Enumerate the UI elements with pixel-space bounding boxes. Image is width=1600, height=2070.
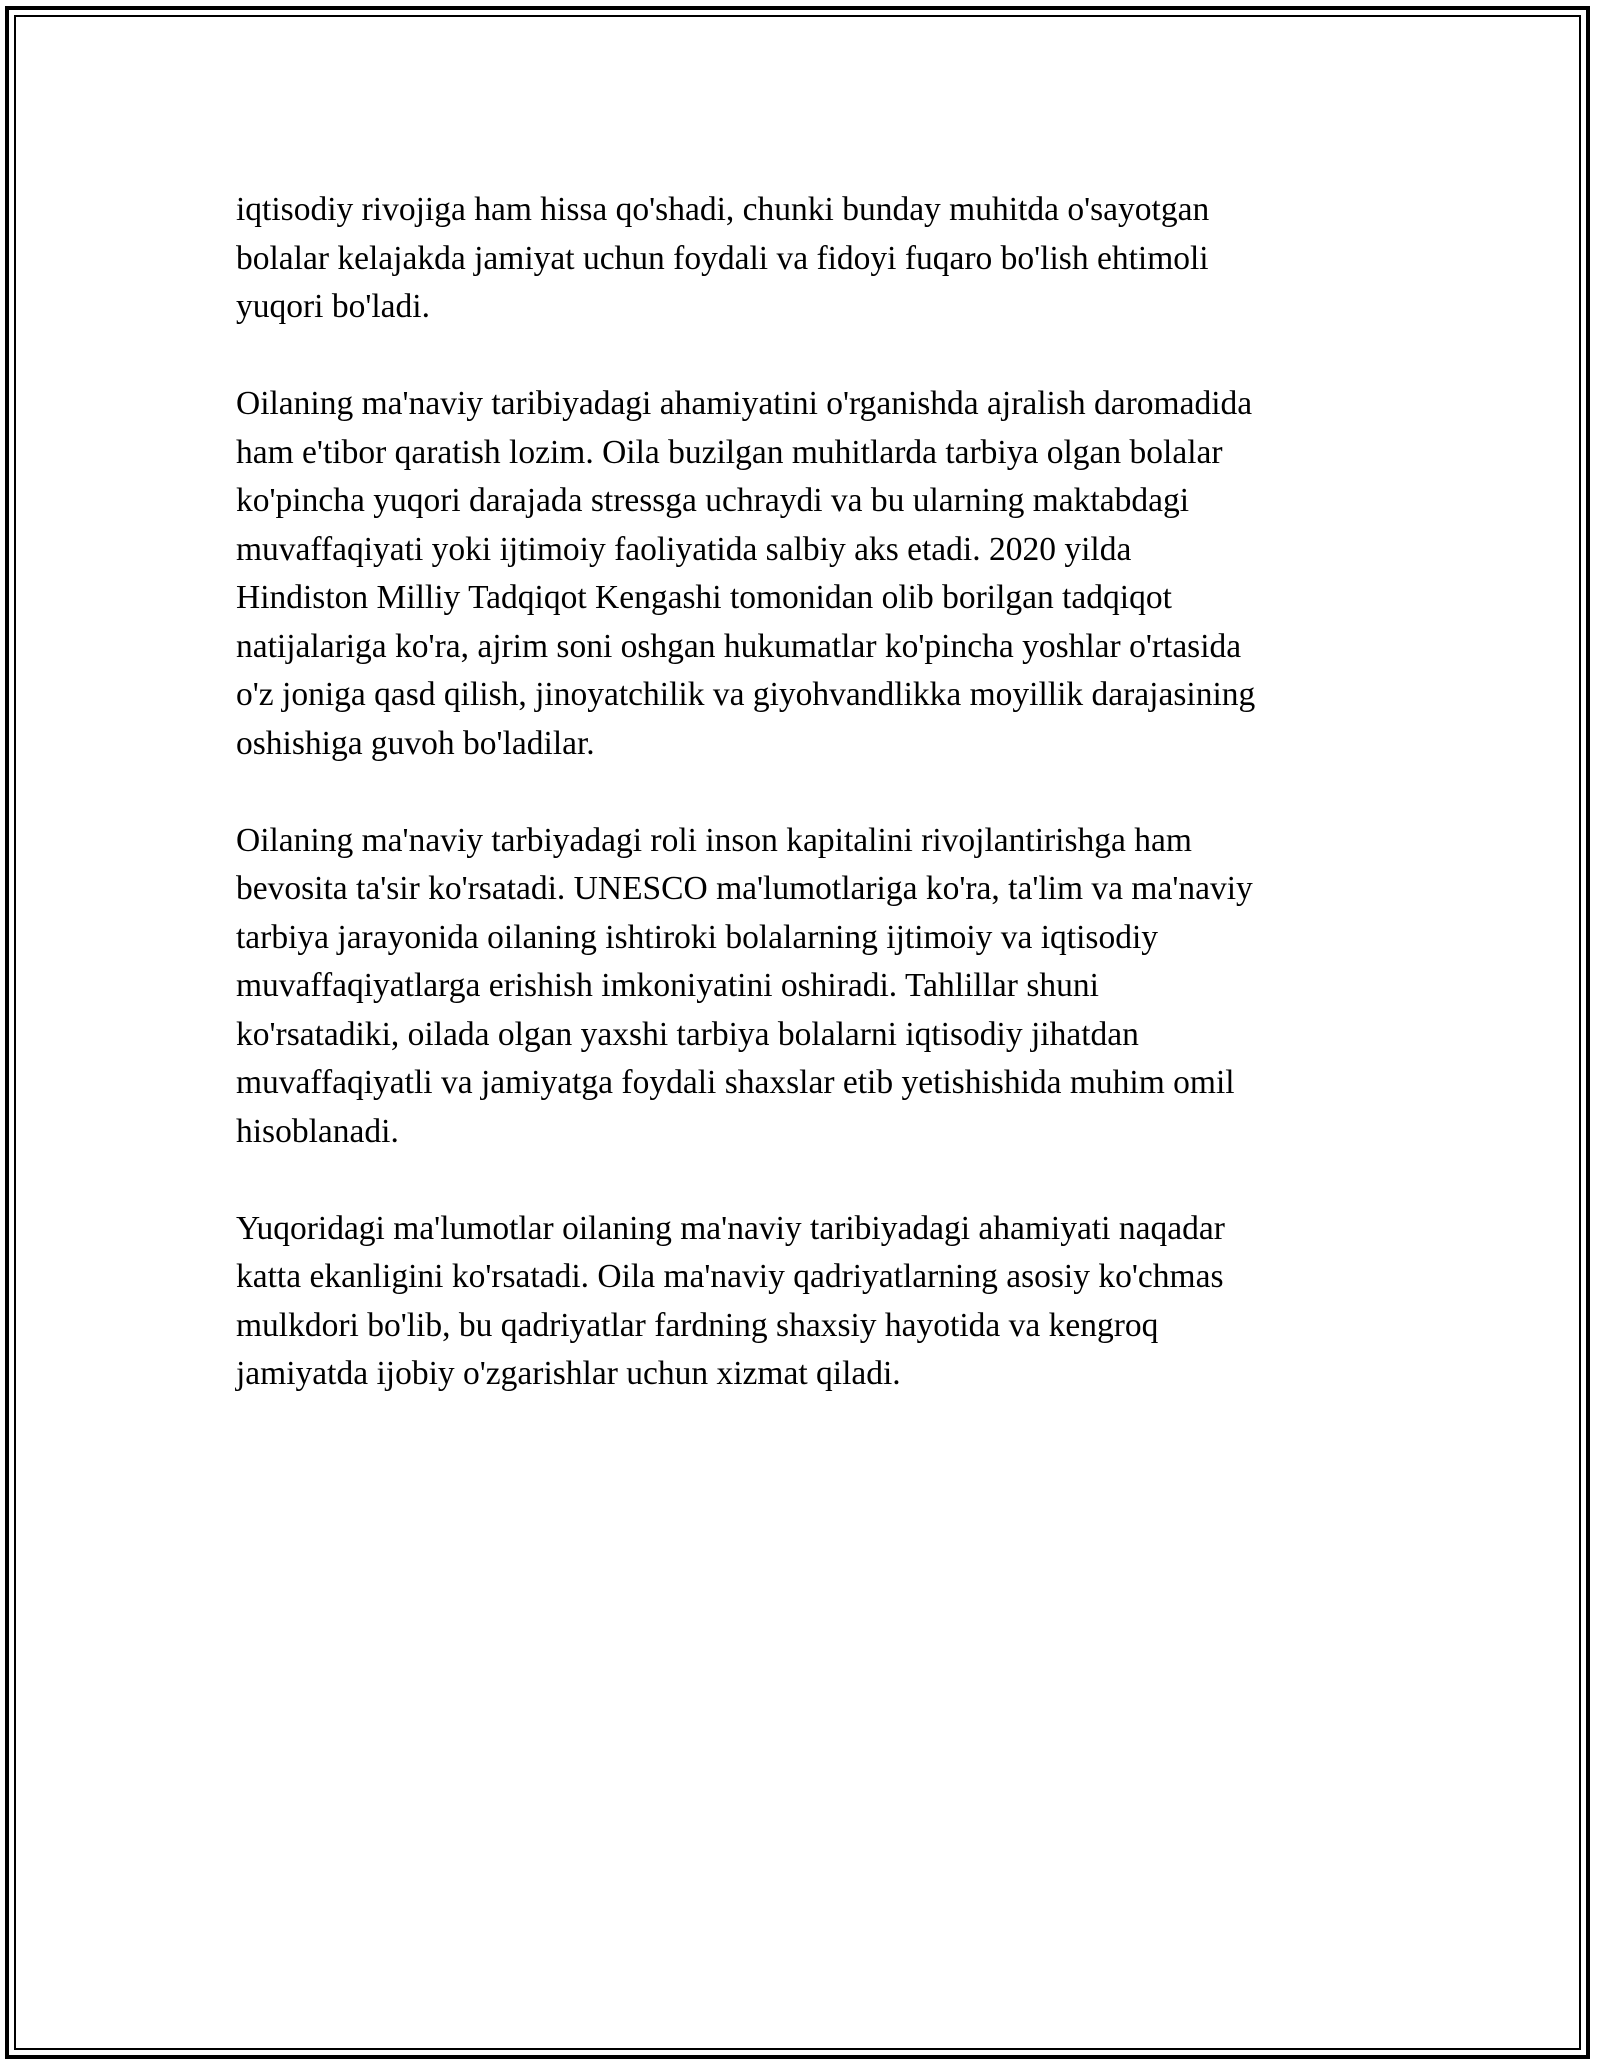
text-line: muvaffaqiyati yoki ijtimoiy faoliyatida salbiy aks etadi. 2020 yilda bbox=[236, 530, 1132, 568]
text-line: yuqori bo'ladi. bbox=[236, 288, 430, 325]
text-line: Hindiston Milliy Tadqiqot Kengashi tomonidan olib borilgan tadqiqot bbox=[236, 579, 1172, 616]
text-line: oshishiga guvoh bo'ladilar. bbox=[236, 724, 595, 762]
text-line: jamiyatda ijobiy o'zgarishlar uchun xizmat qiladi. bbox=[236, 1355, 901, 1392]
text-line: mulkdori bo'lib, bu qadriyatlar fardning shaxsiy hayotida va kengroq bbox=[236, 1306, 1159, 1344]
text-line: muvaffaqiyatli va jamiyatga foydali shaxslar etib yetishishida muhim omil bbox=[236, 1064, 1235, 1101]
paragraph-2 bbox=[236, 380, 1376, 768]
text-line: bolalar kelajakda jamiyat uchun foydali va fidoyi fuqaro bo'lish ehtimoli bbox=[236, 239, 1209, 277]
text-line: Yuqoridagi ma'lumotlar oilaning ma'naviy taribiyadagi ahamiyati naqadar bbox=[236, 1209, 1225, 1247]
text-line: muvaffaqiyatlarga erishish imkoniyatini oshiradi. Tahlillar shuni bbox=[236, 967, 1099, 1004]
paragraph-1 bbox=[236, 186, 1376, 332]
text-line: katta ekanligini ko'rsatadi. Oila ma'naviy qadriyatlarning asosiy ko'chmas bbox=[236, 1258, 1224, 1295]
document-body bbox=[236, 186, 1376, 1447]
paragraph-3 bbox=[236, 817, 1376, 1157]
text-line: o'z joniga qasd qilish, jinoyatchilik va giyohvandlikka moyillik darajasining bbox=[236, 676, 1256, 713]
text-line: natijalariga ko'ra, ajrim soni oshgan hukumatlar ko'pincha yoshlar o'rtasida bbox=[236, 627, 1242, 665]
text-line: hisoblanadi. bbox=[236, 1112, 399, 1150]
paragraph-4 bbox=[236, 1205, 1376, 1399]
text-line: ko'pincha yuqori darajada stressga uchraydi va bu ularning maktabdagi bbox=[236, 482, 1190, 519]
text-line: tarbiya jarayonida oilaning ishtiroki bolalarning ijtimoiy va iqtisodiy bbox=[236, 918, 1159, 956]
text-line: Oilaning ma'naviy taribiyadagi ahamiyatini o'rganishda ajralish daromadida bbox=[236, 385, 1253, 422]
text-line: bevosita ta'sir ko'rsatadi. UNESCO ma'lumotlariga ko'ra, ta'lim va ma'naviy bbox=[236, 870, 1253, 907]
text-line: ham e'tibor qaratish lozim. Oila buzilgan muhitlarda tarbiya olgan bolalar bbox=[236, 433, 1223, 471]
text-line: iqtisodiy rivojiga ham hissa qo'shadi, chunki bunday muhitda o'sayotgan bbox=[236, 191, 1210, 228]
text-line: Oilaning ma'naviy tarbiyadagi roli inson kapitalini rivojlantirishga ham bbox=[236, 821, 1192, 859]
text-line: ko'rsatadiki, oilada olgan yaxshi tarbiya bolalarni iqtisodiy jihatdan bbox=[236, 1015, 1139, 1053]
